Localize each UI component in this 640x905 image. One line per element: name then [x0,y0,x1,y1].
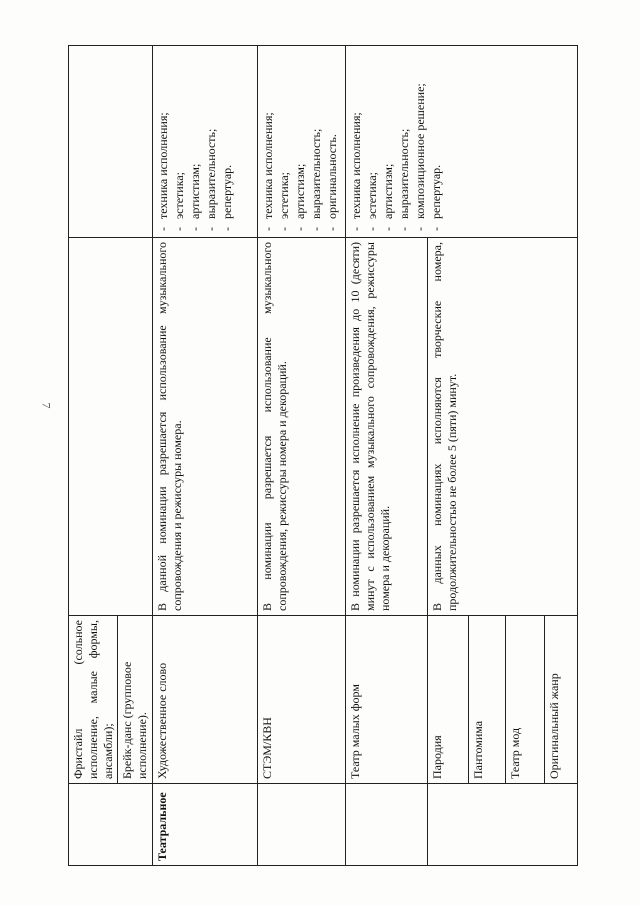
nomination-name: Театр малых форм [346,616,428,784]
nomination-name: Пантомима [469,616,506,783]
subnominations-cell [69,616,153,784]
nomination-name: Театр мод [506,616,545,783]
description-cell: В данной номинации разрешается использование музыкального сопровождения и режиссуры номера. [153,238,258,616]
criterion: - репертуар. [220,50,235,233]
criterion: - эстетика; [365,50,380,233]
criterion: - репертуар. [429,50,444,233]
criterion: - артистизм; [381,50,396,233]
table-row [346,46,428,866]
category-cell: Театральное [153,784,258,866]
criterion: - композиционное решение; [413,50,428,233]
criteria-cell [69,46,153,238]
description-cell: В номинации разрешается исполнение произведения до 10 (десяти) минут с использованием музыкального сопровождения, режиссуры номера и декораций. [346,238,428,616]
criterion: - эстетика; [277,50,292,233]
description-cell [69,238,153,616]
criterion: - техника исполнения; [349,50,364,233]
criterion: - артистизм; [188,50,203,233]
criterion: - техника исполнения; [261,50,276,233]
category-cell [346,784,428,866]
criterion: - артистизм; [293,50,308,233]
criteria-cell [258,46,346,238]
nomination-name: Фристайл (сольное исполнение, малые формы, ансамбли); [69,616,118,783]
category-cell [428,784,578,866]
category-cell [69,784,153,866]
nomination-name: Пародия [428,616,469,783]
rotated-table-page [68,46,578,866]
table-row [258,46,346,866]
criterion: - техника исполнения; [156,50,171,233]
criteria-cell [346,46,578,238]
nomination-name: Оригинальный жанр [547,673,561,779]
nomination-name: СТЭМ/КВН [258,616,346,784]
nominations-table [68,45,578,866]
nomination-name: Художественное слово [153,616,258,784]
nomination-name: Брейк-данс (групповое исполнение). [120,661,149,779]
criterion: - оригинальность. [325,50,340,233]
page-number: 7 [39,402,54,409]
subnominations-cell [428,616,578,784]
criterion: - выразительность; [309,50,324,233]
table-row [69,46,153,866]
category-cell [258,784,346,866]
criterion: - эстетика; [172,50,187,233]
description-cell: В данных номинациях исполняются творческие номера, продолжительностью не более 5 (пяти) минут. [428,238,578,616]
criteria-cell [153,46,258,238]
description-cell: В номинации разрешается использование музыкального сопровождения, режиссуры номера и декораций. [258,238,346,616]
criterion: - выразительность; [204,50,219,233]
table-row [153,46,258,866]
criterion: - выразительность; [397,50,412,233]
